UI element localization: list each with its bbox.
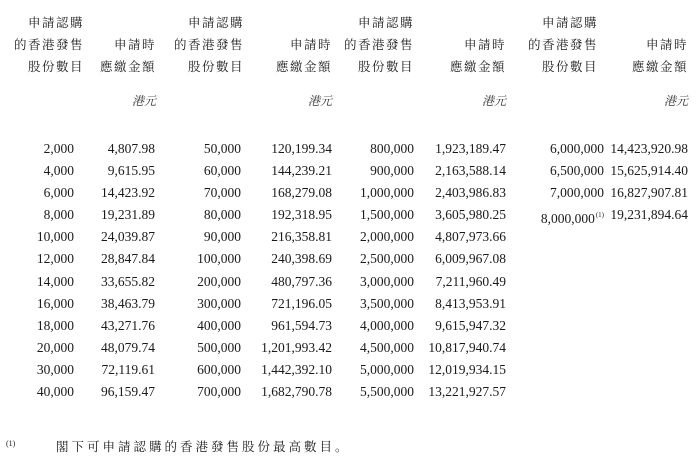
header-unit-label: 港元 [131, 94, 156, 108]
amount-cell: 480,797.36 [271, 273, 332, 289]
shares-cell: 30,000 [36, 361, 74, 377]
shares-cell: 70,000 [203, 185, 241, 201]
shares-cell: 6,500,000 [550, 163, 604, 179]
shares-cell: 5,000,000 [360, 361, 414, 377]
amount-cell: 14,423,920.98 [610, 141, 688, 156]
amount-cell: 1,201,993.42 [261, 339, 332, 355]
shares-column [330, 138, 414, 403]
amount-cell: 8,413,953.91 [435, 295, 506, 311]
shares-cell: 4,000,000 [360, 317, 414, 333]
amount-cell: 15,625,914.40 [610, 163, 688, 179]
shares-column [0, 138, 74, 403]
amount-cell: 9,615,947.32 [435, 317, 506, 333]
amount-column [250, 138, 332, 403]
header-unit-label: 港元 [481, 94, 506, 108]
shares-cell: 800,000 [370, 141, 414, 156]
amount-cell: 168,279.08 [271, 185, 332, 201]
shares-cell: 1,500,000 [360, 207, 414, 223]
shares-cell: 40,000 [36, 384, 74, 400]
amount-cell: 1,442,392.10 [261, 361, 332, 377]
amount-cell: 72,119.61 [101, 361, 155, 377]
footnote-mark: (1) [6, 439, 16, 448]
shares-cell: 4,000 [43, 163, 74, 179]
header-amount-label: 申請時 應繳金額 [449, 37, 506, 74]
amount-cell: 96,159.47 [101, 384, 155, 400]
amount-cell: 9,615.95 [107, 163, 155, 179]
amount-cell: 28,847.84 [101, 251, 155, 267]
shares-column [160, 138, 241, 403]
amount-cell: 48,079.74 [101, 339, 155, 355]
header-shares-label: 申請認購 的香港發售 股份數目 [343, 15, 414, 74]
shares-cell: 3,000,000 [360, 273, 414, 289]
amount-cell: 6,009,967.08 [435, 251, 506, 267]
shares-cell: 2,000 [43, 141, 74, 156]
header-unit-label: 港元 [663, 94, 688, 108]
amount-cell: 12,019,934.15 [428, 361, 506, 377]
amount-column [80, 138, 155, 403]
shares-cell: 8,000 [43, 207, 74, 223]
shares-cell: 900,000 [370, 163, 414, 179]
amount-cell: 120,199.34 [271, 141, 332, 156]
shares-cell: 60,000 [203, 163, 241, 179]
header-unit-label: 港元 [307, 94, 332, 108]
amount-cell: 2,163,588.14 [435, 163, 506, 179]
shares-cell: 16,000 [36, 295, 74, 311]
shares-cell: 2,000,000 [360, 229, 414, 245]
shares-cell: 20,000 [36, 339, 74, 355]
amount-cell: 144,239.21 [271, 163, 332, 179]
amount-cell: 1,682,790.78 [261, 384, 332, 400]
amount-cell: 16,827,907.81 [610, 185, 688, 201]
shares-cell: 2,500,000 [360, 251, 414, 267]
shares-cell: 6,000,000 [550, 141, 604, 156]
shares-cell: 50,000 [203, 141, 241, 156]
shares-cell: 8,000,000$^{(1)}$ [540, 211, 604, 227]
shares-cell: 200,000 [197, 273, 241, 289]
shares-cell: 100,000 [197, 251, 241, 267]
amount-cell: 2,403,986.83 [435, 185, 506, 201]
amount-column [420, 138, 506, 403]
shares-cell: 80,000 [203, 207, 241, 223]
shares-cell: 4,500,000 [360, 339, 414, 355]
header-shares-label: 申請認購 的香港發售 股份數目 [173, 15, 244, 74]
footnote-reference: (1) [595, 211, 604, 220]
shares-cell: 400,000 [197, 317, 241, 333]
shares-cell: 600,000 [197, 361, 241, 377]
amount-cell: 10,817,940.74 [428, 339, 506, 355]
shares-cell: 12,000 [36, 251, 74, 267]
footnote-text: 閣下可申請認購的香港發售股份最高數目。 [56, 439, 351, 454]
amount-cell: 961,594.73 [271, 317, 332, 333]
amount-cell: 721,196.05 [271, 295, 332, 311]
footnote [0, 437, 697, 457]
amount-cell: 14,423.92 [101, 185, 155, 201]
header-amount-label: 申請時 應繳金額 [99, 37, 156, 74]
header-shares-label: 申請認購 的香港發售 股份數目 [13, 15, 84, 74]
shares-cell: 1,000,000 [360, 185, 414, 201]
shares-cell: 500,000 [197, 339, 241, 355]
shares-cell: 5,500,000 [360, 384, 414, 400]
amount-cell: 3,605,980.25 [435, 207, 506, 223]
amount-cell: 4,807,973.66 [435, 229, 506, 245]
shares-column [520, 138, 604, 226]
amount-cell: 33,655.82 [101, 273, 155, 289]
shares-cell: 3,500,000 [360, 295, 414, 311]
shares-cell: 14,000 [36, 273, 74, 289]
amount-cell: 13,221,927.57 [428, 384, 506, 400]
amount-cell: 240,398.69 [271, 251, 332, 267]
shares-cell: 7,000,000 [550, 185, 604, 201]
amount-cell: 43,271.76 [101, 317, 155, 333]
shares-cell: 10,000 [36, 229, 74, 245]
header-amount-label: 申請時 應繳金額 [275, 37, 332, 74]
amount-cell: 216,358.81 [271, 229, 332, 245]
amount-column [604, 138, 688, 226]
shares-cell: 18,000 [36, 317, 74, 333]
amount-cell: 19,231,894.64 [610, 207, 688, 223]
amount-cell: 4,807.98 [107, 141, 155, 156]
header-shares-label: 申請認購 的香港發售 股份數目 [527, 15, 598, 74]
amount-cell: 38,463.79 [101, 295, 155, 311]
shares-cell: 700,000 [197, 384, 241, 400]
shares-cell: 90,000 [203, 229, 241, 245]
amount-cell: 19,231.89 [101, 207, 155, 223]
shares-cell: 6,000 [43, 185, 74, 201]
amount-cell: 7,211,960.49 [435, 273, 506, 289]
amount-cell: 1,923,189.47 [435, 141, 506, 156]
amount-cell: 192,318.95 [271, 207, 332, 223]
header-amount-label: 申請時 應繳金額 [631, 37, 688, 74]
amount-cell: 24,039.87 [101, 229, 155, 245]
shares-cell: 300,000 [197, 295, 241, 311]
